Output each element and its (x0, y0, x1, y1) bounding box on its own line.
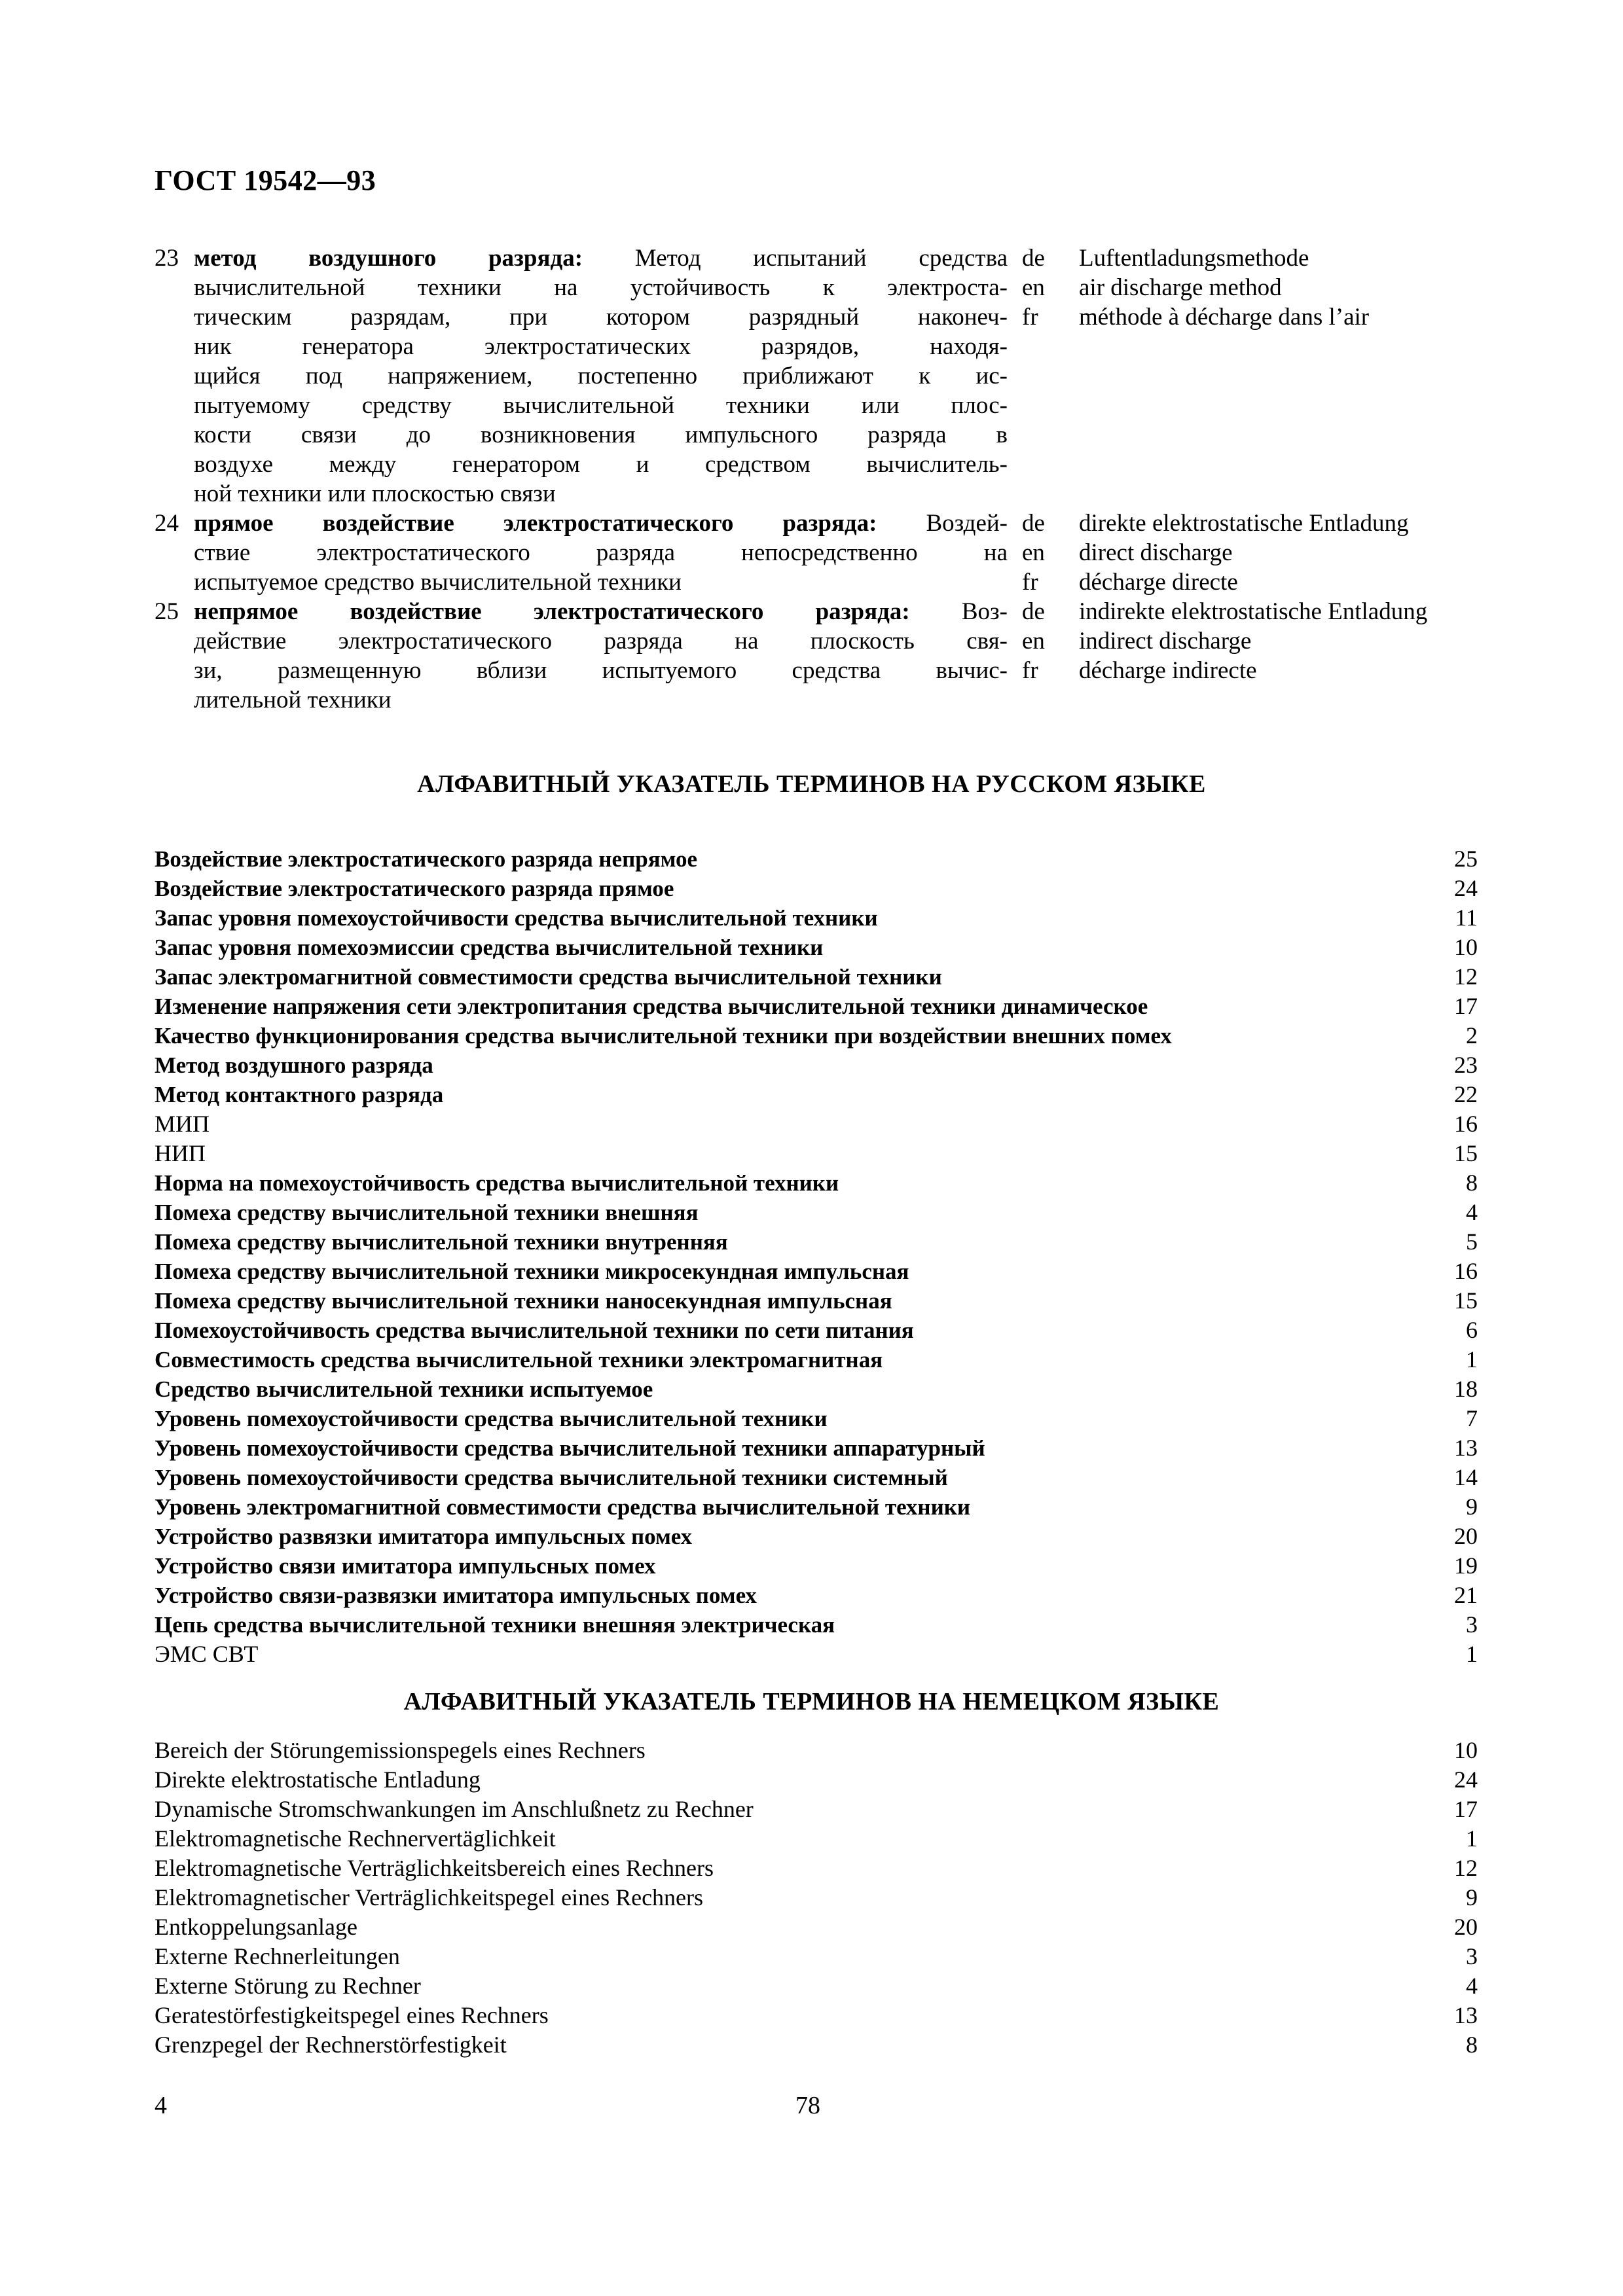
entry-line (155, 685, 1497, 715)
index-term: Запас электромагнитной совместимости средства вычислительной техники (155, 964, 942, 990)
index-number: 4 (1466, 1973, 1478, 1999)
language-code: en (1022, 274, 1045, 301)
index-number: 10 (1454, 1737, 1478, 1763)
definition-line (194, 243, 1008, 273)
index-number: 6 (1466, 1317, 1478, 1343)
index-row (155, 1883, 1478, 1912)
index-term: Воздействие электростатического разряда непрямое (155, 846, 698, 872)
index-term: Elektromagnetische Verträglichkeitsbereich eines Rechners (155, 1855, 714, 1881)
index-number: 20 (1454, 1523, 1478, 1549)
index-row (155, 1551, 1478, 1581)
entry-number: 23 (155, 245, 179, 272)
language-code: de (1022, 245, 1045, 272)
entry-line (155, 509, 1497, 538)
index-row (155, 1765, 1478, 1795)
index-number: 9 (1466, 1494, 1478, 1520)
index-row (155, 874, 1478, 903)
index-number: 17 (1454, 993, 1478, 1019)
language-code: en (1022, 539, 1045, 566)
index-number: 11 (1455, 905, 1478, 931)
index-term: Помеха средству вычислительной техники внешняя (155, 1200, 699, 1225)
definition-line: зи, размещенную вблизи испытуемого средства вычис- (194, 657, 1008, 684)
page-number-left: 4 (155, 2092, 167, 2119)
definition-line: испытуемое средство вычислительной техники (194, 569, 682, 596)
index-number: 23 (1454, 1052, 1478, 1078)
definition-line: щийся под напряжением, постепенно приближают к ис- (194, 363, 1008, 389)
definition-line: ной техники или плоскостью связи (194, 480, 556, 507)
definition-line: действие электростатического разряда на плоскость свя- (194, 628, 1008, 655)
entry-line (155, 479, 1497, 509)
index-row (155, 1109, 1478, 1139)
index-row (155, 2030, 1478, 2060)
index-term: Уровень помехоустойчивости средства вычислительной техники системный (155, 1465, 948, 1490)
index-number: 18 (1454, 1376, 1478, 1402)
definition-line: кости связи до возникновения импульсного разряда в (194, 422, 1008, 448)
entry-line (155, 243, 1497, 273)
index-term: Устройство связи имитатора импульсных помех (155, 1553, 656, 1579)
index-row (155, 1736, 1478, 1765)
index-row (155, 1795, 1478, 1824)
index-number: 7 (1466, 1405, 1478, 1431)
translation: indirect discharge (1079, 628, 1252, 655)
index-number: 15 (1454, 1140, 1478, 1166)
definition-line: вычислительной техники на устойчивость к электроста- (194, 274, 1008, 301)
translation: méthode à décharge dans l’air (1079, 304, 1370, 331)
index-row (155, 1581, 1478, 1610)
translation: décharge directe (1079, 569, 1238, 596)
index-row (155, 1463, 1478, 1492)
language-code: fr (1022, 304, 1038, 331)
index-number: 3 (1466, 1943, 1478, 1969)
definition-line: тическим разрядам, при котором разрядный наконеч- (194, 304, 1008, 331)
index-row (155, 1640, 1478, 1669)
russian-index-title: АЛФАВИТНЫЙ УКАЗАТЕЛЬ ТЕРМИНОВ НА РУССКОМ ЯЗЫКЕ (417, 770, 1206, 798)
entry-number: 24 (155, 510, 179, 537)
index-term: ЭМС СВТ (155, 1641, 259, 1667)
index-row (155, 903, 1478, 933)
entry-line (155, 391, 1497, 420)
index-number: 15 (1454, 1287, 1478, 1314)
index-number: 8 (1466, 2032, 1478, 2058)
index-term: Устройство связи-развязки имитатора импульсных помех (155, 1583, 757, 1608)
definition-line (194, 597, 1008, 626)
index-row (155, 1227, 1478, 1257)
index-term: Уровень помехоустойчивости средства вычислительной техники аппаратурный (155, 1435, 985, 1461)
entry-line (155, 302, 1497, 332)
index-number: 3 (1466, 1611, 1478, 1638)
index-row (155, 962, 1478, 992)
index-number: 21 (1454, 1582, 1478, 1608)
index-number: 2 (1466, 1022, 1478, 1049)
entry-line (155, 656, 1497, 685)
index-row (155, 1021, 1478, 1050)
language-code: fr (1022, 569, 1038, 596)
index-term: Geratestörfestigkeitspegel eines Rechners (155, 2002, 549, 2028)
index-term: Совместимость средства вычислительной техники электромагнитная (155, 1347, 883, 1372)
index-row (155, 1257, 1478, 1286)
index-row (155, 1345, 1478, 1374)
term-entries (155, 243, 1497, 715)
term-entry (155, 243, 1497, 509)
index-number: 8 (1466, 1170, 1478, 1196)
index-row (155, 1610, 1478, 1640)
term-entry (155, 509, 1497, 597)
translation: Luftentladungsmethode (1079, 245, 1309, 272)
page-number-center: 78 (795, 2092, 820, 2119)
index-row (155, 1522, 1478, 1551)
index-row (155, 1404, 1478, 1433)
entry-line (155, 420, 1497, 450)
entry-line (155, 567, 1497, 597)
index-number: 17 (1454, 1796, 1478, 1822)
index-term: Dynamische Stromschwankungen im Anschlußnetz zu Rechner (155, 1796, 754, 1822)
index-term: Elektromagnetische Rechnervertäglichkeit (155, 1825, 556, 1852)
index-term: Помеха средству вычислительной техники микросекундная импульсная (155, 1259, 909, 1284)
index-term: Метод воздушного разряда (155, 1052, 433, 1078)
index-row (155, 1942, 1478, 1971)
definition-line (194, 509, 1008, 538)
index-term: Метод контактного разряда (155, 1082, 444, 1107)
index-term: Запас уровня помехоустойчивости средства вычислительной техники (155, 905, 878, 931)
index-term: Устройство развязки имитатора импульсных помех (155, 1524, 693, 1549)
index-row (155, 844, 1478, 874)
index-term: Цепь средства вычислительной техники внешняя электрическая (155, 1612, 835, 1638)
index-term: Воздействие электростатического разряда прямое (155, 876, 674, 901)
index-number: 20 (1454, 1914, 1478, 1940)
definition-line: пытуемому средству вычислительной техники или плос- (194, 392, 1008, 419)
index-row (155, 1080, 1478, 1109)
index-number: 24 (1454, 875, 1478, 901)
entry-term: непрямое воздействие электростатического разряда: (194, 598, 910, 625)
index-term: Elektromagnetischer Verträglichkeitspegel eines Rechners (155, 1884, 704, 1910)
language-code: de (1022, 598, 1045, 625)
german-index-title: АЛФАВИТНЫЙ УКАЗАТЕЛЬ ТЕРМИНОВ НА НЕМЕЦКОМ ЯЗЫКЕ (403, 1688, 1220, 1715)
index-term: Externe Störung zu Rechner (155, 1973, 421, 1999)
definition-line: воздухе между генератором и средством вычислитель- (194, 451, 1008, 478)
definition-text: Воз- (961, 598, 1008, 625)
translation: direct discharge (1079, 539, 1233, 566)
entry-term: прямое воздействие электростатического разряда: (194, 510, 877, 537)
index-number: 1 (1466, 1346, 1478, 1372)
index-term: Уровень помехоустойчивости средства вычислительной техники (155, 1406, 828, 1431)
russian-index (155, 844, 1478, 1669)
index-number: 16 (1454, 1258, 1478, 1284)
index-row (155, 933, 1478, 962)
index-row (155, 1971, 1478, 2001)
index-number: 5 (1466, 1229, 1478, 1255)
entry-line (155, 597, 1497, 626)
entry-line (155, 273, 1497, 302)
index-number: 10 (1454, 934, 1478, 960)
translation: décharge indirecte (1079, 657, 1257, 684)
index-number: 12 (1454, 963, 1478, 990)
index-row (155, 1824, 1478, 1854)
index-row (155, 1374, 1478, 1404)
index-number: 1 (1466, 1825, 1478, 1852)
index-number: 13 (1454, 2002, 1478, 2028)
index-number: 22 (1454, 1081, 1478, 1107)
entry-line (155, 538, 1497, 567)
index-term: Норма на помехоустойчивость средства вычислительной техники (155, 1170, 839, 1196)
index-term: Средство вычислительной техники испытуемое (155, 1376, 653, 1402)
index-row (155, 1286, 1478, 1316)
translation: indirekte elektrostatische Entladung (1079, 598, 1428, 625)
index-term: Grenzpegel der Rechnerstörfestigkeit (155, 2032, 507, 2058)
index-term: Помеха средству вычислительной техники наносекундная импульсная (155, 1288, 892, 1314)
index-term: Entkoppelungsanlage (155, 1914, 357, 1940)
index-term: Помеха средству вычислительной техники внутренняя (155, 1229, 728, 1255)
index-term: Уровень электромагнитной совместимости средства вычислительной техники (155, 1494, 971, 1520)
index-term: Качество функционирования средства вычислительной техники при воздействии внешних помех (155, 1023, 1172, 1049)
index-number: 16 (1454, 1111, 1478, 1137)
index-term: МИП (155, 1111, 210, 1137)
index-term: Externe Rechnerleitungen (155, 1943, 400, 1969)
definition-text: Метод испытаний средства (634, 245, 1008, 272)
index-row (155, 1433, 1478, 1463)
index-number: 9 (1466, 1884, 1478, 1910)
index-row (155, 1912, 1478, 1942)
entry-line (155, 626, 1497, 656)
entry-number: 25 (155, 598, 179, 625)
entry-line (155, 332, 1497, 361)
index-number: 1 (1466, 1641, 1478, 1667)
index-term: Direkte elektrostatische Entladung (155, 1767, 481, 1793)
german-index (155, 1736, 1478, 2060)
index-number: 19 (1454, 1552, 1478, 1579)
index-row (155, 2001, 1478, 2030)
index-number: 14 (1454, 1464, 1478, 1490)
term-entry (155, 597, 1497, 715)
definition-text: Воздей- (926, 510, 1008, 537)
entry-line (155, 450, 1497, 479)
index-row (155, 1198, 1478, 1227)
index-number: 13 (1454, 1435, 1478, 1461)
entry-line (155, 361, 1497, 391)
index-term: НИП (155, 1140, 206, 1166)
index-number: 4 (1466, 1199, 1478, 1225)
index-term: Изменение напряжения сети электропитания средства вычислительной техники динамическое (155, 994, 1148, 1019)
entry-term: метод воздушного разряда: (194, 245, 583, 272)
definition-line: ник генератора электростатических разрядов, находя- (194, 333, 1008, 360)
index-term: Bereich der Störungemissionspegels eines Rechners (155, 1737, 646, 1763)
document-header: ГОСТ 19542—93 (155, 164, 376, 196)
index-term: Запас уровня помехоэмиссии средства вычислительной техники (155, 935, 824, 960)
index-row (155, 992, 1478, 1021)
translation: direkte elektrostatische Entladung (1079, 510, 1409, 537)
index-row (155, 1050, 1478, 1080)
index-row (155, 1139, 1478, 1168)
language-code: de (1022, 510, 1045, 537)
language-code: en (1022, 628, 1045, 655)
index-row (155, 1854, 1478, 1883)
language-code: fr (1022, 657, 1038, 684)
definition-line: лительной техники (194, 687, 392, 713)
index-row (155, 1168, 1478, 1198)
index-term: Помехоустойчивость средства вычислительной техники по сети питания (155, 1318, 914, 1343)
index-number: 25 (1454, 846, 1478, 872)
index-row (155, 1492, 1478, 1522)
index-number: 24 (1454, 1767, 1478, 1793)
index-number: 12 (1454, 1855, 1478, 1881)
definition-line: ствие электростатического разряда непосредственно на (194, 539, 1008, 566)
index-row (155, 1316, 1478, 1345)
translation: air discharge method (1079, 274, 1282, 301)
